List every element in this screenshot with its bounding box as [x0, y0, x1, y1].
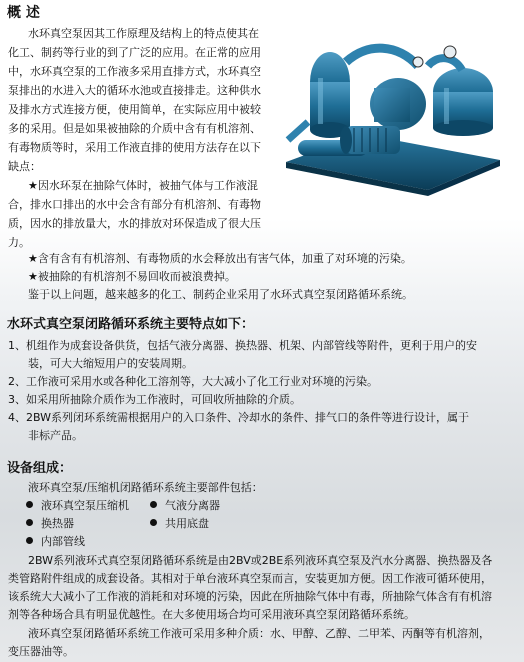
features-title: 水环式真空泵闭路循环系统主要特点如下：	[7, 317, 255, 332]
drawback-line: ★因水环泵在抽除气体时，被抽气体与工作液混	[28, 179, 258, 192]
drawback-line: 合，排水口排出的水中会含有部分有机溶剂、有毒物	[8, 198, 261, 211]
overview-line: 中，水环真空泵的工作液多采用直排方式，水环真空	[8, 65, 261, 78]
overview-line: 泵排出的水进入大的循环水池或直接排走。这种供水	[8, 84, 261, 97]
components-intro: 液环真空泵/压缩机闭路循环系统主要部件包括：	[28, 481, 263, 494]
feature-line: 1、机组作为成套设备供货，包括气液分离器、换热器、机架、内部管线等附件，更利于用户的安	[8, 339, 477, 352]
drawback-line: 质，因水的排放量大，水的排放对环保造成了很大压	[8, 217, 261, 230]
overview-line: 及排水方式连接方便，使用简单，在实际应用中被较	[8, 103, 261, 116]
bullet-dot-icon	[150, 519, 157, 526]
feature-line: 非标产品。	[28, 429, 83, 442]
component-item: 换热器	[26, 517, 74, 531]
component-item: 气液分离器	[150, 499, 220, 513]
bullet-dot-icon	[26, 501, 33, 508]
components-para: 剂等各种场合具有明显优越性。在大多使用场合均可采用液环真空泵闭路循环系统。	[8, 608, 415, 621]
overview-line: 有毒物质等时，采用工作液直排的使用方法存在以下	[8, 141, 261, 154]
drawback-line: 力。	[8, 236, 30, 249]
components-para: 2BW系列液环式真空泵闭路循环系统是由2BV或2BE系列液环真空泵及汽水分离器、换热器及各	[28, 554, 493, 567]
bullet-dot-icon	[26, 537, 33, 544]
components-para: 该系统大大减小了工作液的消耗和对环境的污染，因此在所抽除气体中有毒，所抽除气体含有有机溶	[8, 590, 492, 603]
overview-line: 化工、制药等行业的到了广泛的应用。在正常的应用	[8, 46, 261, 59]
component-item: 液环真空泵压缩机	[26, 499, 129, 513]
components-para: 液环真空泵闭路循环系统工作液可采用多种介质：水、甲醇、乙醇、二甲苯、丙酮等有机溶剂，	[28, 627, 490, 640]
feature-line: 2、工作液可采用水或各种化工溶剂等，大大减小了化工行业对环境的污染。	[8, 375, 378, 388]
overview-title: 概 述	[7, 5, 40, 21]
drawback-line: ★被抽除的有机溶剂不易回收而被浪费掉。	[28, 270, 236, 283]
drawback-line: ★含有含有有机溶剂、有毒物质的水会释放出有害气体，加重了对环境的污染。	[28, 252, 412, 265]
feature-line: 装，可大大缩短用户的安装周期。	[28, 357, 193, 370]
components-title: 设备组成：	[7, 461, 73, 476]
components-para: 类管路附件组成的成套设备。其相对于单台液环真空泵而言，安装更加方便。因工作液可循环使用，	[8, 572, 492, 585]
feature-line: 3、如采用所抽除介质作为工作液时，可回收所抽除的介质。	[8, 393, 301, 406]
overview-line: 多的采用。但是如果被抽除的介质中含有有机溶剂、	[8, 122, 261, 135]
feature-line: 4、2BW系列闭环系统需根据用户的入口条件、冷却水的条件、排气口的条件等进行设计，属于	[8, 411, 470, 424]
overview-line: 水环真空泵因其工作原理及结构上的特点使其在	[28, 27, 259, 40]
bullet-dot-icon	[26, 519, 33, 526]
conclusion-text: 鉴于以上问题，越来越多的化工、制药企业采用了水环式真空泵闭路循环系统。	[28, 288, 413, 301]
bullet-dot-icon	[150, 501, 157, 508]
overview-line: 缺点：	[8, 160, 41, 173]
components-para: 变压器油等。	[8, 645, 74, 658]
vacuum-pump-unit-photo	[278, 22, 504, 198]
component-item: 内部管线	[26, 535, 85, 549]
component-item: 共用底盘	[150, 517, 209, 531]
